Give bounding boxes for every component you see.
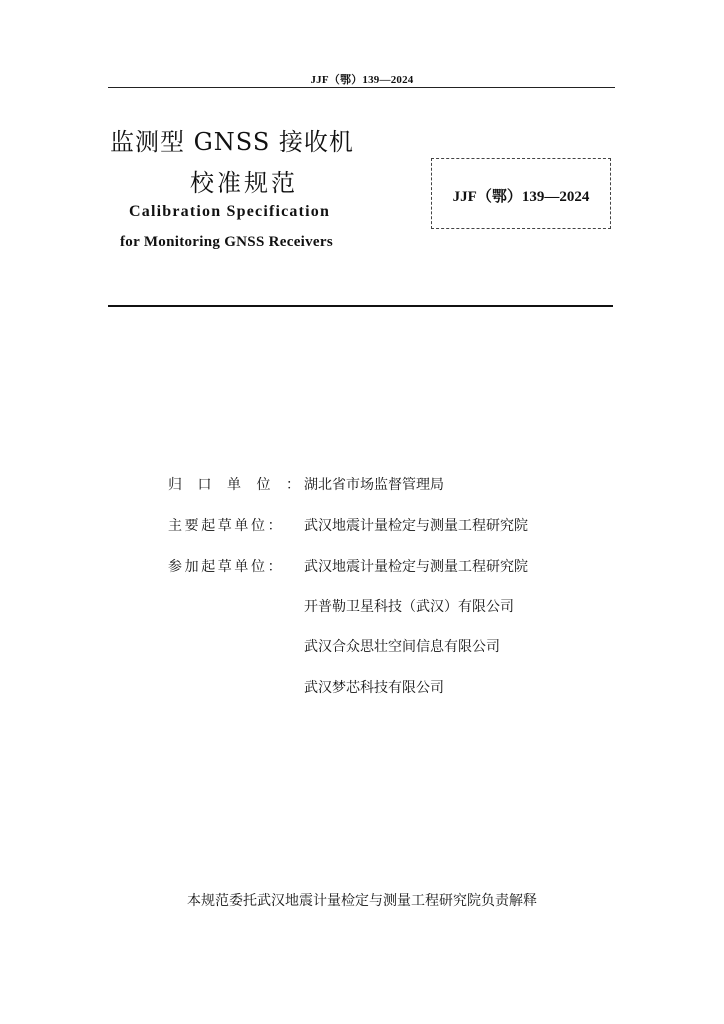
- label-char: 口: [197, 477, 212, 493]
- main-drafting-unit-label: [168, 515, 300, 535]
- label-char: 位: [256, 477, 271, 493]
- responsible-unit-label: [168, 474, 300, 494]
- header-document-code: JJF（鄂）139—2024: [310, 74, 414, 86]
- label-colon: ：: [286, 477, 300, 493]
- label-colon: ：: [267, 559, 285, 575]
- responsible-unit-value: 湖北省市场监督管理局: [304, 477, 444, 493]
- title-chinese-line-2: 校准规范: [190, 169, 298, 197]
- footer-interpretation-note: 本规范委托武汉地震计量检定与测量工程研究院负责解释: [187, 893, 537, 909]
- label-text: 参加起草单位: [168, 559, 268, 575]
- label-char: 单: [227, 477, 241, 493]
- title-divider: [108, 305, 613, 307]
- label-colon: ：: [267, 518, 285, 534]
- label-char: 归: [168, 477, 182, 493]
- participating-unit-label: [168, 556, 300, 576]
- participating-unit-3: 武汉合众思壮空间信息有限公司: [304, 639, 500, 655]
- participating-unit-1: 武汉地震计量检定与测量工程研究院: [304, 559, 528, 575]
- title-english-line-2: for Monitoring GNSS Receivers: [120, 234, 333, 250]
- header-divider: [108, 87, 615, 88]
- participating-unit-2: 开普勒卫星科技（武汉）有限公司: [304, 599, 514, 615]
- title-english-line-1: Calibration Specification: [129, 203, 331, 220]
- main-drafting-unit-value: 武汉地震计量检定与测量工程研究院: [304, 518, 528, 534]
- title-chinese-line-1: 监测型 GNSS 接收机: [110, 128, 354, 156]
- label-text: 主要起草单位: [168, 518, 268, 534]
- participating-unit-4: 武汉梦芯科技有限公司: [304, 680, 444, 696]
- code-box-text: JJF（鄂）139—2024: [452, 189, 590, 205]
